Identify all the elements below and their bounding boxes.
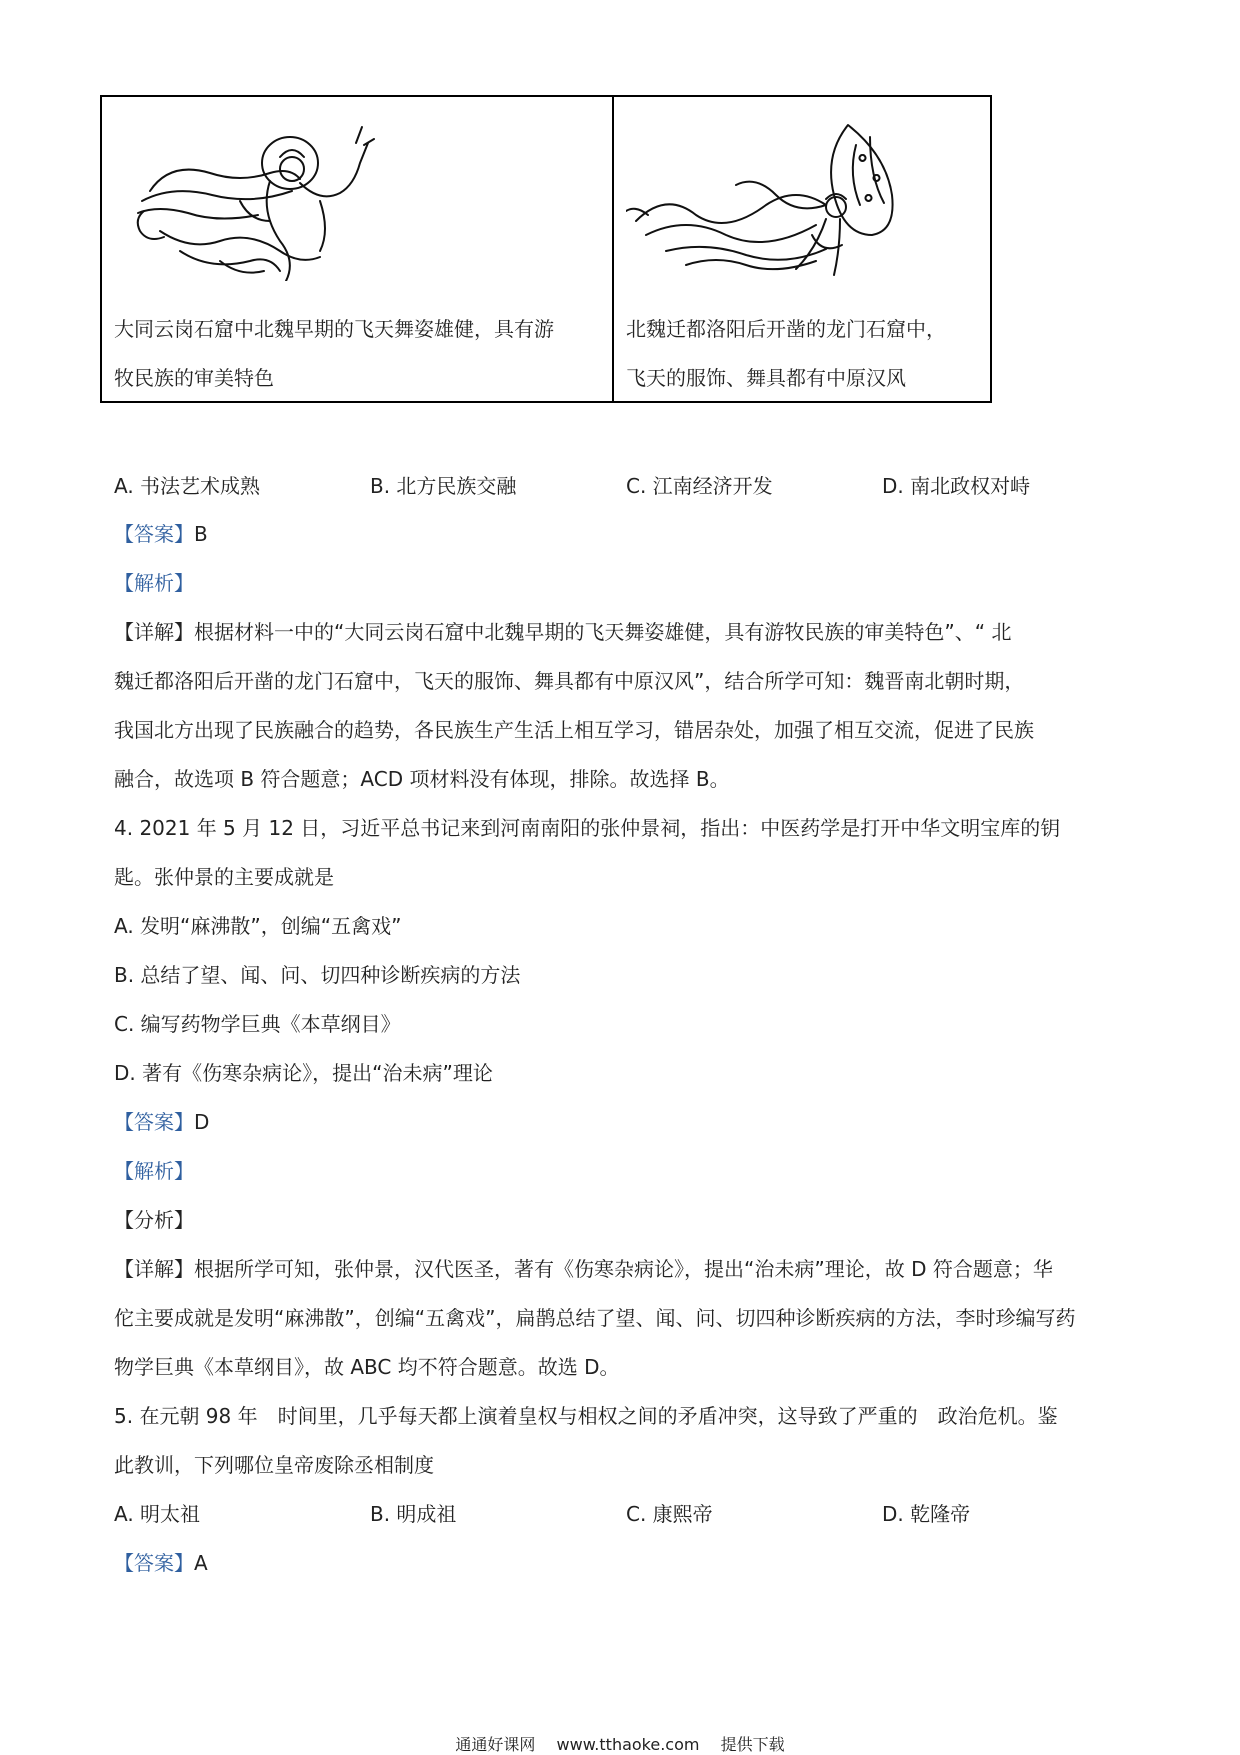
q4-option-a: A. 发明“麻沸散”，创编“五禽戏” [114, 914, 402, 938]
option-c: C. 康熙帝 [626, 1502, 713, 1526]
q4-option-b: B. 总结了望、闻、问、切四种诊断疾病的方法 [114, 963, 521, 987]
q5-stem-line: 此教训，下列哪位皇帝废除丞相制度 [114, 1453, 434, 1477]
answer-value: B [194, 522, 208, 546]
answer-tag: 【答案】 [114, 1110, 194, 1134]
option-d: D. 乾隆帝 [882, 1502, 971, 1526]
option-a: A. 书法艺术成熟 [114, 474, 261, 498]
q3-detail-line: 我国北方出现了民族融合的趋势，各民族生产生活上相互学习，错居杂处，加强了相互交流，促进了民族 [114, 718, 1034, 742]
caption-line: 牧民族的审美特色 [114, 366, 274, 390]
detail-text: 根据所学可知，张仲景，汉代医圣，著有《伤寒杂病论》，提出“治未病”理论，故 D 符合题意；华 [194, 1257, 1053, 1281]
q4-analysis-heading [114, 1155, 1134, 1184]
footer-url[interactable]: www.tthaoke.com [556, 1735, 700, 1754]
material-cell-yungang [102, 97, 614, 401]
material-table [100, 95, 992, 403]
answer-value: A [194, 1551, 208, 1575]
footer-download: 提供下载 [720, 1735, 785, 1754]
q4-detail-line [114, 1253, 1134, 1282]
q3-detail-line: 融合，故选项 B 符合题意；ACD 项材料没有体现，排除。故选择 B。 [114, 767, 730, 791]
option-a: A. 明太祖 [114, 1502, 201, 1526]
option-d: D. 南北政权对峙 [882, 474, 1031, 498]
material-caption-left [114, 305, 602, 403]
analysis-tag: 【解析】 [114, 1159, 194, 1183]
option-b: B. 北方民族交融 [370, 474, 517, 498]
caption-line: 大同云岗石窟中北魏早期的飞天舞姿雄健，具有游 [114, 317, 554, 341]
flying-apsara-yungang-illustration [120, 121, 380, 281]
q4-fenxi-heading [114, 1204, 1134, 1233]
q4-detail-line: 物学巨典《本草纲目》，故 ABC 均不符合题意。故选 D。 [114, 1355, 620, 1379]
material-caption-right [626, 305, 980, 403]
analysis-tag: 【解析】 [114, 571, 194, 595]
answer-tag: 【答案】 [114, 1551, 194, 1575]
flying-apsara-longmen-illustration [626, 115, 956, 285]
material-cell-longmen [614, 97, 990, 401]
footer-site-name: 通通好课网 [455, 1735, 536, 1754]
caption-line: 飞天的服饰、舞具都有中原汉风 [626, 366, 906, 390]
answer-value: D [194, 1110, 210, 1134]
q3-answer [114, 518, 1134, 547]
q3-detail-line [114, 616, 1134, 645]
q4-stem-line: 4. 2021 年 5 月 12 日，习近平总书记来到河南南阳的张仲景祠，指出：中医药学是打开中华文明宝库的钥 [114, 816, 1061, 840]
caption-line: 北魏迁都洛阳后开凿的龙门石窟中， [626, 317, 946, 341]
q3-detail-line: 魏迁都洛阳后开凿的龙门石窟中，飞天的服饰、舞具都有中原汉风”，结合所学可知：魏晋南北朝时期， [114, 669, 1025, 693]
q4-detail-line: 佗主要成就是发明“麻沸散”，创编“五禽戏”，扁鹊总结了望、闻、问、切四种诊断疾病的方法，李时珍编写药 [114, 1306, 1076, 1330]
q5-answer [114, 1547, 1134, 1576]
q4-option-c: C. 编写药物学巨典《本草纲目》 [114, 1012, 401, 1036]
option-b: B. 明成祖 [370, 1502, 457, 1526]
fenxi-tag: 【分析】 [114, 1208, 194, 1232]
detail-tag: 【详解】 [114, 1257, 194, 1281]
q4-answer [114, 1106, 1134, 1135]
detail-tag: 【详解】 [114, 620, 194, 644]
option-c: C. 江南经济开发 [626, 474, 773, 498]
detail-text: 根据材料一中的“大同云岗石窟中北魏早期的飞天舞姿雄健，具有游牧民族的审美特色”、“ 北 [194, 620, 1012, 644]
page-footer [0, 1732, 1240, 1755]
q5-stem-line: 5. 在元朝 98 年 时间里，几乎每天都上演着皇权与相权之间的矛盾冲突，这导致了严重的 政治危机。鉴 [114, 1404, 1058, 1428]
q4-option-d: D. 著有《伤寒杂病论》，提出“治未病”理论 [114, 1061, 493, 1085]
q3-analysis-heading [114, 567, 1134, 596]
q4-stem-line: 匙。张仲景的主要成就是 [114, 865, 334, 889]
answer-tag: 【答案】 [114, 522, 194, 546]
